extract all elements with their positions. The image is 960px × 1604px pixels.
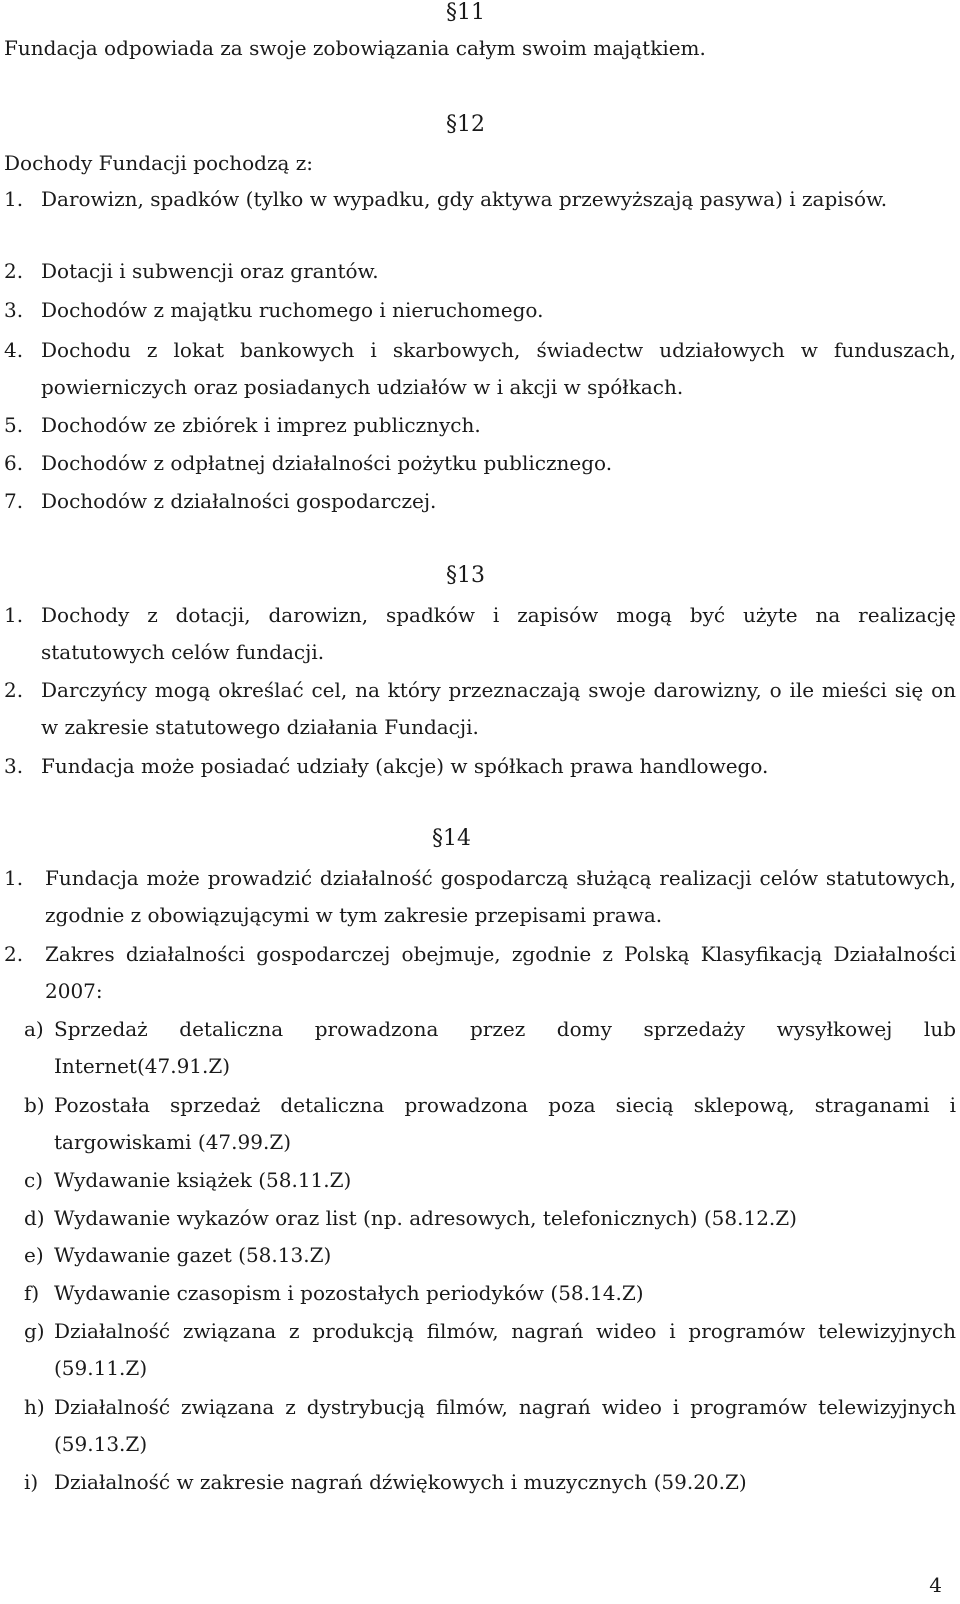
list-item-text: Zakres działalności gospodarczej obejmuje, zgodnie z Polską Klasyfikacją Działalności 2007: bbox=[45, 942, 956, 1003]
list-item-number: 5. bbox=[4, 413, 24, 437]
activity-item-text: Działalność w zakresie nagrań dźwiękowych i muzycznych (59.20.Z) bbox=[54, 1470, 747, 1494]
list-item-number: 2. bbox=[4, 678, 24, 702]
section-11-text: Fundacja odpowiada za swoje zobowiązania całym swoim majątkiem. bbox=[4, 36, 706, 60]
activity-item bbox=[24, 1011, 956, 1087]
list-item-text: Darowizn, spadków (tylko w wypadku, gdy aktywa przewyższają pasywa) i zapisów. bbox=[41, 187, 888, 211]
page-number: 4 bbox=[929, 1573, 942, 1597]
activity-item bbox=[24, 1162, 956, 1199]
list-item-number: 2. bbox=[4, 259, 24, 283]
section-14-heading: §14 bbox=[432, 826, 471, 851]
activity-item-text: Pozostała sprzedaż detaliczna prowadzona poza siecią sklepową, straganami i targowiskami (47.99.Z) bbox=[54, 1093, 956, 1154]
list-item bbox=[4, 407, 956, 444]
activity-item-letter: e) bbox=[24, 1243, 44, 1267]
list-item-number: 4. bbox=[4, 338, 24, 362]
list-item bbox=[4, 292, 956, 329]
activity-item bbox=[24, 1313, 956, 1389]
list-item bbox=[4, 483, 956, 520]
list-item-number: 3. bbox=[4, 298, 24, 322]
activity-item bbox=[24, 1237, 956, 1274]
activity-item-text: Działalność związana z dystrybucją filmów, nagrań wideo i programów telewizyjnych (59.13.Z) bbox=[54, 1395, 956, 1456]
list-item-text: Fundacja może posiadać udziały (akcje) w spółkach prawa handlowego. bbox=[41, 754, 769, 778]
activity-item bbox=[24, 1200, 956, 1237]
list-item bbox=[4, 936, 956, 1012]
list-item-number: 1. bbox=[4, 187, 24, 211]
activity-item-letter: f) bbox=[24, 1281, 40, 1305]
list-item-text: Dochodów ze zbiórek i imprez publicznych. bbox=[41, 413, 481, 437]
section-12-intro: Dochody Fundacji pochodzą z: bbox=[4, 151, 314, 175]
list-item bbox=[4, 860, 956, 936]
section-12-heading: §12 bbox=[446, 112, 485, 137]
activity-item-letter: d) bbox=[24, 1206, 45, 1230]
list-item-number: 1. bbox=[4, 866, 24, 890]
activity-item-text: Działalność związana z produkcją filmów, nagrań wideo i programów telewizyjnych (59.11.Z) bbox=[54, 1319, 956, 1380]
section-11-heading: §11 bbox=[446, 0, 485, 25]
list-item-text: Fundacja może prowadzić działalność gospodarczą służącą realizacji celów statutowych, zgodnie z obowiązującymi w tym zakresie przepisami prawa. bbox=[45, 866, 956, 927]
list-item bbox=[4, 748, 956, 785]
activity-item-text: Wydawanie wykazów oraz list (np. adresowych, telefonicznych) (58.12.Z) bbox=[54, 1206, 797, 1230]
list-item-text: Dochodów z działalności gospodarczej. bbox=[41, 489, 437, 513]
list-item-text: Dochodów z majątku ruchomego i nieruchomego. bbox=[41, 298, 544, 322]
list-item bbox=[4, 253, 956, 290]
activity-item bbox=[24, 1389, 956, 1465]
list-item-number: 6. bbox=[4, 451, 24, 475]
list-item-text: Dochody z dotacji, darowizn, spadków i zapisów mogą być użyte na realizację statutowych celów fundacji. bbox=[41, 603, 956, 664]
activity-item-text: Wydawanie gazet (58.13.Z) bbox=[54, 1243, 332, 1267]
list-item-text: Dochodu z lokat bankowych i skarbowych, świadectw udziałowych w funduszach, powierniczych oraz posiadanych udziałów w i akcji w spółkach. bbox=[41, 338, 956, 399]
list-item bbox=[4, 181, 956, 257]
list-item bbox=[4, 445, 956, 482]
activity-item-text: Wydawanie książek (58.11.Z) bbox=[54, 1168, 352, 1192]
activity-item-letter: h) bbox=[24, 1395, 45, 1419]
activity-item bbox=[24, 1275, 956, 1312]
list-item bbox=[4, 597, 956, 673]
activity-item bbox=[24, 1087, 956, 1163]
list-item-number: 1. bbox=[4, 603, 24, 627]
list-item bbox=[4, 672, 956, 748]
list-item-number: 2. bbox=[4, 942, 24, 966]
activity-item-text: Sprzedaż detaliczna prowadzona przez domy sprzedaży wysyłkowej lub Internet(47.91.Z) bbox=[54, 1017, 956, 1078]
list-item-text: Darczyńcy mogą określać cel, na który przeznaczają swoje darowizny, o ile mieści się on w zakresie statutowego działania Fundacji. bbox=[41, 678, 956, 739]
list-item bbox=[4, 332, 956, 408]
activity-item-letter: b) bbox=[24, 1093, 45, 1117]
activity-item-letter: c) bbox=[24, 1168, 44, 1192]
activity-item-text: Wydawanie czasopism i pozostałych periodyków (58.14.Z) bbox=[54, 1281, 644, 1305]
activity-item-letter: i) bbox=[24, 1470, 39, 1494]
section-13-heading: §13 bbox=[446, 563, 485, 588]
activity-item bbox=[24, 1464, 956, 1501]
list-item-text: Dotacji i subwencji oraz grantów. bbox=[41, 259, 379, 283]
list-item-number: 3. bbox=[4, 754, 24, 778]
activity-item-letter: g) bbox=[24, 1319, 45, 1343]
list-item-text: Dochodów z odpłatnej działalności pożytku publicznego. bbox=[41, 451, 613, 475]
activity-item-letter: a) bbox=[24, 1017, 44, 1041]
list-item-number: 7. bbox=[4, 489, 24, 513]
